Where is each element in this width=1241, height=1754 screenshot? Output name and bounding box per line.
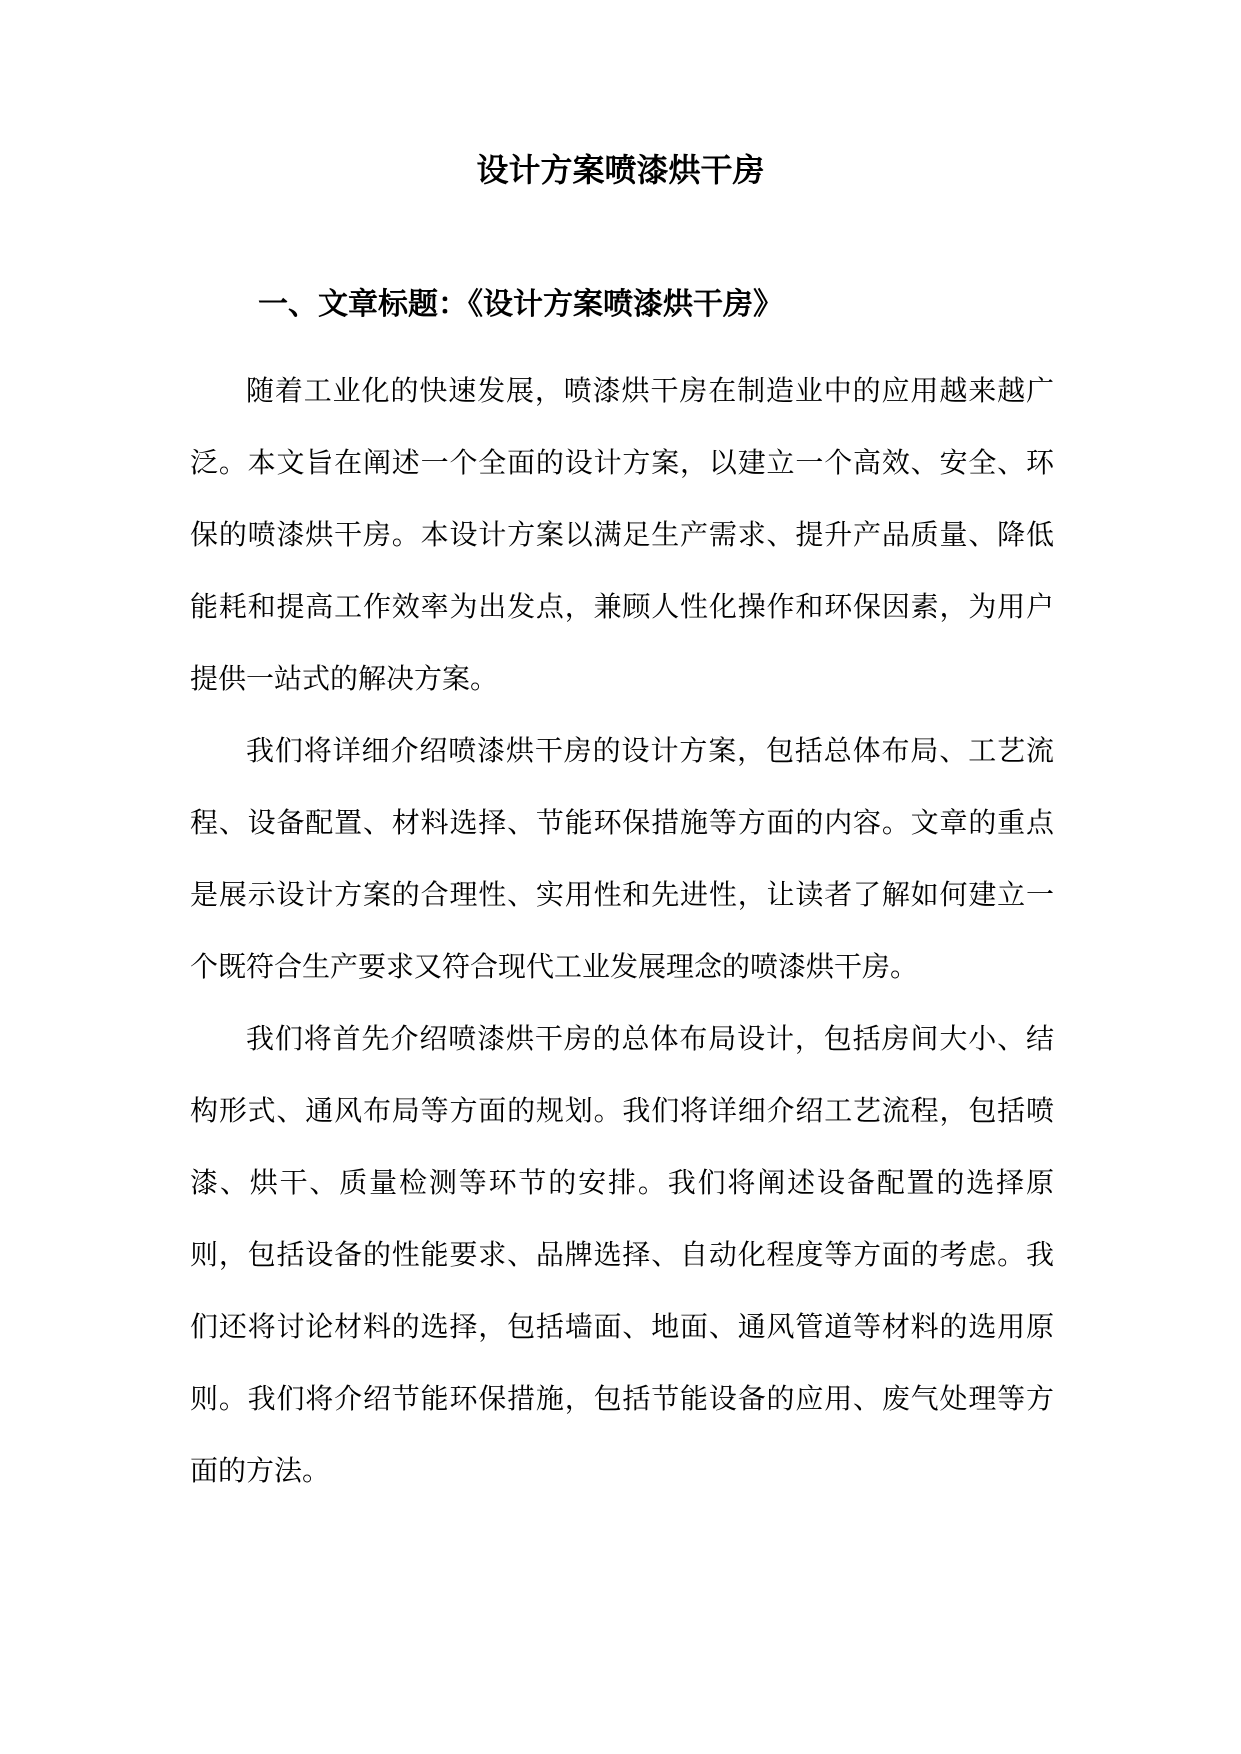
document-body xyxy=(190,355,1054,1507)
paragraph: 随着工业化的快速发展，喷漆烘干房在制造业中的应用越来越广泛。本文旨在阐述一个全面的设计方案，以建立一个高效、安全、环保的喷漆烘干房。本设计方案以满足生产需求、提升产品质量、降低能耗和提高工作效率为出发点，兼顾人性化操作和环保因素，为用户提供一站式的解决方案。 xyxy=(190,374,1054,695)
paragraph: 我们将详细介绍喷漆烘干房的设计方案，包括总体布局、工艺流程、设备配置、材料选择、节能环保措施等方面的内容。文章的重点是展示设计方案的合理性、实用性和先进性，让读者了解如何建立一个既符合生产要求又符合现代工业发展理念的喷漆烘干房。 xyxy=(190,734,1054,983)
paragraph: 我们将首先介绍喷漆烘干房的总体布局设计，包括房间大小、结构形式、通风布局等方面的规划。我们将详细介绍工艺流程，包括喷漆、烘干、质量检测等环节的安排。我们将阐述设备配置的选择原则，包括设备的性能要求、品牌选择、自动化程度等方面的考虑。我们还将讨论材料的选择，包括墙面、地面、通风管道等材料的选用原则。我们将介绍节能环保措施，包括节能设备的应用、废气处理等方面的方法。 xyxy=(190,1022,1054,1487)
document-title: 设计方案喷漆烘干房 xyxy=(476,151,765,189)
section-heading: 一、文章标题：《设计方案喷漆烘干房》 xyxy=(258,287,783,322)
